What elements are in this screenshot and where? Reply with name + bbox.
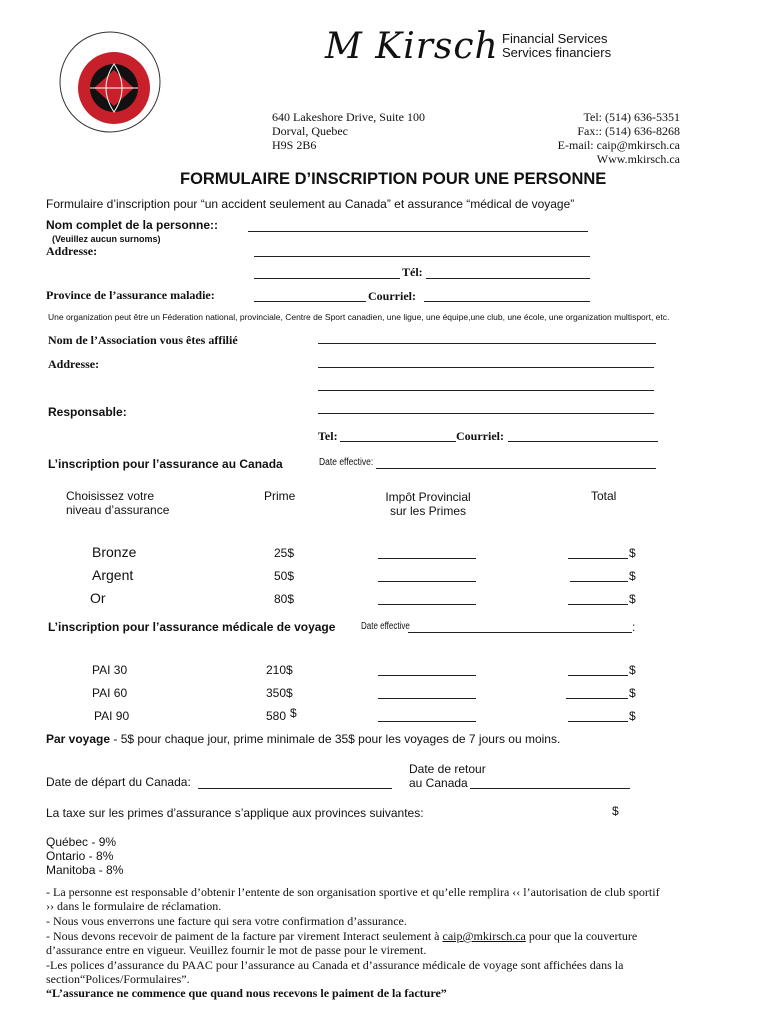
travel-effective-label: Date effective [361,621,410,632]
email-field[interactable] [424,301,590,302]
par-voyage-bold: Par voyage [46,732,111,746]
company-name: M Kirsch [325,26,499,67]
tax-field-pai30[interactable] [378,675,476,676]
total-field-pai30[interactable] [568,675,628,676]
note-3a-post: pour que la couverture [525,929,638,943]
departure-field[interactable] [198,788,392,789]
travel-effective-end: : [632,620,636,634]
note-3a-pre: - Nous devons recevoir de paiment de la facture par virement Interact seulement à [46,929,443,943]
province-label: Province de l’assurance maladie: [46,288,215,302]
name-note: (Veuillez aucun surnoms) [52,234,161,244]
tax-rate-manitoba: Manitoba - 8% [46,863,124,877]
prime-pai90: 580 [266,709,287,723]
total-suffix-argent: $ [629,569,636,583]
tax-field-or[interactable] [378,604,476,605]
address-field-1[interactable] [254,256,590,257]
canada-effective-field[interactable] [376,468,656,469]
tax-rate-quebec: Québec - 9% [46,835,117,849]
level-pai30: PAI 30 [92,663,128,677]
par-voyage-text: - 5$ pour chaque jour, prime minimale de 35$ pour les voyages de 7 jours ou moins. [110,732,561,746]
note-1b: ›› dans le formulaire de réclamation. [46,899,222,913]
canada-effective-label: Date effective: [319,457,374,468]
note-1a: - La personne est responsable d’obtenir l’entente de son organisation sportive et qu’elle remplira ‹‹ l’autorisation de club sportif [46,885,660,899]
return-label-2: au Canada [409,776,468,790]
tagline-en: Financial Services [502,31,608,46]
col-tax: Impôt Provincial [385,490,471,504]
tax-note: La taxe sur les primes d’assurance s’applique aux provinces suivantes: [46,806,424,820]
resp-email-label: Courriel: [456,429,504,443]
tagline-fr: Services financiers [502,45,612,60]
prime-pai60: 350$ [266,686,293,700]
total-suffix-pai60: $ [629,686,636,700]
assoc-field[interactable] [318,343,656,344]
level-pai90: PAI 90 [94,709,130,723]
total-suffix-or: $ [629,592,636,606]
tel-label: Tél: [402,265,423,279]
tax-field-pai60[interactable] [378,698,476,699]
level-bronze: Bronze [92,544,137,560]
assoc-label: Nom de l’Association vous êtes affilié [48,333,238,347]
total-field-bronze[interactable] [568,558,628,559]
province-field[interactable] [254,301,366,302]
note-3b: d’assurance entre en vigueur. Veuillez fournir le mot de passe pour le virement. [46,943,427,957]
level-argent: Argent [92,567,134,583]
tax-dollar: $ [612,804,619,818]
assoc-address-field-1[interactable] [318,367,654,368]
total-suffix-bronze: $ [629,546,636,560]
address-line-2: Dorval, Quebec [272,124,348,138]
level-or: Or [90,590,106,606]
address-line-3: H9S 2B6 [272,138,317,152]
assoc-address-label: Addresse: [48,357,100,371]
col-tax-2: sur les Primes [389,504,466,518]
note-4a: -Les polices d’assurance du PAAC pour l’assurance au Canada et d’assurance médicale de voyage sont affichées dans la [46,958,624,972]
prime-or: 80$ [274,592,295,606]
total-field-pai90[interactable] [568,721,628,722]
tax-field-bronze[interactable] [378,558,476,559]
col-prime: Prime [264,489,296,503]
prime-bronze: 25$ [274,546,295,560]
total-field-or[interactable] [568,604,628,605]
contact-fax: Fax:: (514) 636-8268 [577,124,680,138]
tax-field-pai90[interactable] [378,721,476,722]
org-note: Une organization peut être un Féderation national, provinciale, Centre de Sport canadien, une ligue, une équipe,une club, une école, une organization multisport, etc. [48,312,670,322]
address-line-1: 640 Lakeshore Drive, Suite 100 [272,110,425,124]
form-subtitle: Formulaire d’inscription pour “un accident seulement au Canada” et assurance “médical de voyage” [46,197,575,211]
col-total: Total [591,489,617,503]
contact-web: Www.mkirsch.ca [596,152,680,166]
logo-icon [58,30,162,134]
note-2: - Nous vous enverrons une facture qui sera votre confirmation d’assurance. [46,914,407,928]
form-title: FORMULAIRE D’INSCRIPTION POUR UNE PERSONNE [180,170,607,188]
level-pai60: PAI 60 [92,686,128,700]
contact-email: E-mail: caip@mkirsch.ca [557,138,680,152]
email-link[interactable]: caip@mkirsch.ca [442,929,526,943]
responsable-label: Responsable: [48,405,127,419]
resp-tel-label: Tel: [318,429,338,443]
address-field-2[interactable] [254,278,400,279]
name-field[interactable] [248,231,588,232]
assoc-address-field-2[interactable] [318,390,654,391]
prime-pai30: 210$ [266,663,293,677]
col-level: Choisissez votre [66,489,155,503]
resp-email-field[interactable] [508,441,658,442]
note-5: “L’assurance ne commence que quand nous recevons le paiment de la facture” [46,986,447,1000]
col-level-2: niveau d’assurance [66,503,170,517]
tax-rate-ontario: Ontario - 8% [46,849,114,863]
contact-tel: Tel: (514) 636-5351 [583,110,680,124]
return-field[interactable] [470,788,630,789]
prime-suffix-pai90: $ [290,706,297,720]
total-field-pai60[interactable] [566,698,628,699]
travel-heading: L’inscription pour l’assurance médicale de voyage [48,620,336,634]
total-suffix-pai90: $ [629,709,636,723]
par-voyage-note [46,732,560,746]
email-label: Courriel: [368,289,416,303]
return-label-1: Date de retour [409,762,486,776]
total-suffix-pai30: $ [629,663,636,677]
tax-field-argent[interactable] [378,581,476,582]
travel-effective-field[interactable] [408,632,632,633]
note-4b: section“Polices/Formulaires”. [46,972,190,986]
canada-heading: L’inscription pour l’assurance au Canada [48,457,283,471]
resp-tel-field[interactable] [340,441,456,442]
name-label: Nom complet de la personne:: [46,218,219,232]
tel-field[interactable] [426,278,590,279]
total-field-argent[interactable] [570,581,628,582]
logo [58,30,162,134]
address-label: Addresse: [46,244,98,258]
responsable-field[interactable] [318,413,654,414]
note-3a [46,929,637,944]
departure-label: Date de départ du Canada: [46,775,191,789]
prime-argent: 50$ [274,569,295,583]
